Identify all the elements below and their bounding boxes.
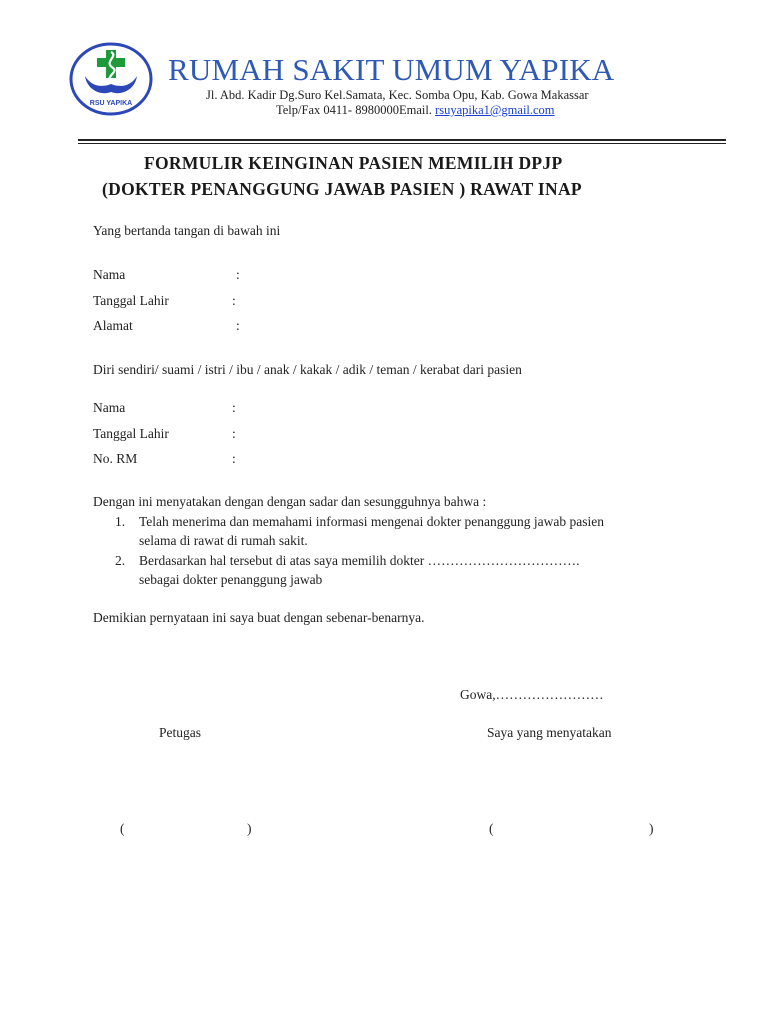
item-2-number: 2.: [115, 553, 126, 568]
patient-rm-label: No. RM: [93, 451, 138, 466]
intro-text: Yang bertanda tangan di bawah ini: [93, 223, 281, 238]
officer-label: Petugas: [159, 725, 201, 740]
patient-name-label: Nama: [93, 400, 126, 415]
logo-text: RSU YAPIKA: [89, 100, 133, 107]
hospital-name: RUMAH SAKIT UMUM YAPIKA: [168, 52, 615, 87]
patient-dob-label: Tanggal Lahir: [93, 426, 169, 441]
contact-phone: Telp/Fax 0411- 8980000Email.: [276, 103, 436, 117]
declarant-label: Saya yang menyatakan: [487, 725, 612, 740]
declarant-signature-open: (: [489, 821, 494, 836]
patient-name-colon: :: [232, 400, 236, 415]
item-2-line1: Berdasarkan hal tersebut di atas saya memilih dokter …………………………….: [139, 553, 580, 568]
relation-text: Diri sendiri/ suami / istri / ibu / anak / kakak / adik / teman / kerabat dari pasien: [93, 362, 522, 377]
hospital-contact: [276, 103, 555, 118]
hospital-logo: [69, 42, 153, 116]
form-title-line2: (DOKTER PENANGGUNG JAWAB PASIEN ) RAWAT INAP: [102, 179, 582, 199]
statement-text: Dengan ini menyatakan dengan dengan sadar dan sesungguhnya bahwa :: [93, 494, 487, 509]
signer-dob-colon: :: [232, 293, 236, 308]
item-1-line1: Telah menerima dan memahami informasi mengenai dokter penanggung jawab pasien: [139, 514, 605, 529]
patient-dob-colon: :: [232, 426, 236, 441]
signer-address-label: Alamat: [93, 318, 133, 333]
item-2-line2: sebagai dokter penanggung jawab: [139, 572, 323, 587]
signer-dob-label: Tanggal Lahir: [93, 293, 169, 308]
header-divider-thin: [78, 143, 726, 144]
signer-name-colon: :: [236, 267, 240, 282]
closing-text: Demikian pernyataan ini saya buat dengan sebenar-benarnya.: [93, 610, 425, 625]
header-divider-thick: [78, 139, 726, 141]
signer-name-label: Nama: [93, 267, 126, 282]
officer-signature-close: ): [247, 821, 252, 836]
item-1-line2: selama di rawat di rumah sakit.: [139, 533, 308, 548]
declarant-signature-close: ): [649, 821, 654, 836]
patient-rm-colon: :: [232, 451, 236, 466]
place-date: Gowa,……………………: [460, 687, 604, 702]
signer-address-colon: :: [236, 318, 240, 333]
hospital-address: Jl. Abd. Kadir Dg.Suro Kel.Samata, Kec. Somba Opu, Kab. Gowa Makassar: [206, 88, 589, 102]
form-title-line1: FORMULIR KEINGINAN PASIEN MEMILIH DPJP: [144, 153, 563, 173]
email-link[interactable]: rsuyapika1@gmail.com: [435, 103, 555, 117]
item-1-number: 1.: [115, 514, 126, 529]
officer-signature-open: (: [120, 821, 125, 836]
